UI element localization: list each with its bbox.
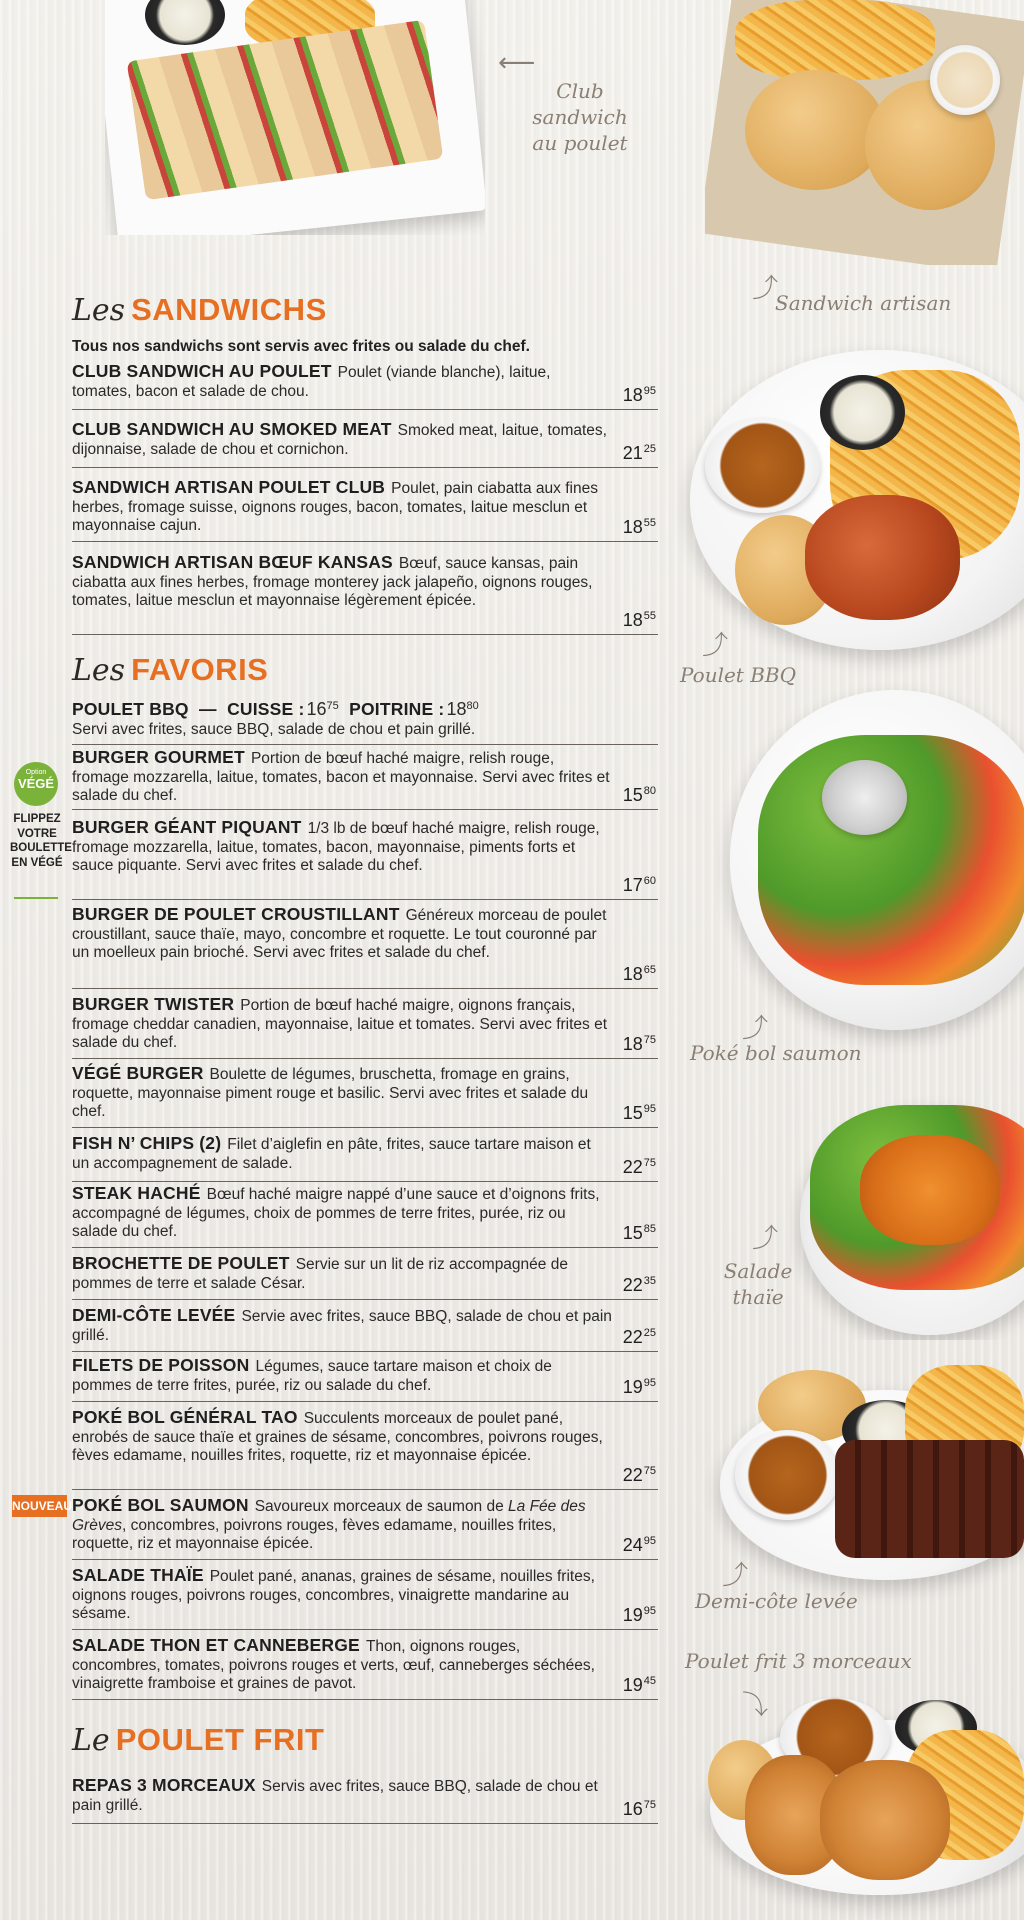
price: $19^{45}$ — [622, 1675, 656, 1695]
club-sandwich-photo — [105, 0, 485, 235]
menu-item-demi-cote-levee: DEMI-CÔTE LEVÉE Servie avec frites, sauce BBQ, salade de chou et pain grillé. $22^{25}$ — [72, 1306, 658, 1352]
price: $15^{80}$ — [622, 785, 656, 805]
price: $18^{55}$ — [622, 517, 656, 537]
section-heading: SANDWICHS — [131, 292, 327, 327]
menu-item-burger-twister: BURGER TWISTER Portion de bœuf haché maigre, oignons français, fromage cheddar canadien, mayonnaise, laitue et tomates. Servi avec frites et salade du chef. $18^{75}$ — [72, 995, 658, 1059]
sandwich-artisan-photo — [705, 0, 1024, 265]
menu-item-club-sandwich-poulet: CLUB SANDWICH AU POULET Poulet (viande blanche), laitue, tomates, bacon et salade de chou. $18^{95}$ — [72, 362, 658, 410]
arrow-icon: ⤴ — [752, 1224, 779, 1254]
price: $19^{95}$ — [622, 1377, 656, 1397]
price: $15^{85}$ — [622, 1223, 656, 1243]
section-subtitle: Tous nos sandwichs sont servis avec frites ou salade du chef. — [72, 338, 530, 355]
price: $18^{65}$ — [622, 964, 656, 984]
menu-item-poke-bol-saumon: POKÉ BOL SAUMON Savoureux morceaux de saumon de La Fée des Grèves, concombres, poivrons rouges, fèves edamame, nouilles frites, roquette, riz et mayonnaise épicée. $24^{95}$ — [72, 1496, 658, 1560]
arrow-icon: ⟵ — [498, 48, 536, 78]
menu-item-brochette-poulet: BROCHETTE DE POULET Servie sur un lit de riz accompagnée de pommes de terre et salade César. $22^{35}$ — [72, 1254, 658, 1300]
menu-item-sandwich-artisan-boeuf-kansas: SANDWICH ARTISAN BŒUF KANSAS Bœuf, sauce kansas, pain ciabatta aux fines herbes, fromage monterey jack jalapeño, oignons rouges, tomates, laitue mesclun et mayonnaise légèrement épicée. $18^{55}$ — [72, 553, 658, 635]
menu-item-vege-burger: VÉGÉ BURGER Boulette de légumes, bruschetta, fromage en grains, roquette, mayonnaise piment rouge et basilic. Servi avec frites et salade du chef. $15^{95}$ — [72, 1064, 658, 1128]
price: $15^{95}$ — [622, 1103, 656, 1123]
section-script: Le — [72, 1723, 110, 1758]
price: $22^{35}$ — [622, 1275, 656, 1295]
arrow-icon: ⤵ — [742, 1691, 769, 1721]
arrow-icon: ⤴ — [722, 1561, 749, 1591]
menu-item-sandwich-artisan-poulet-club: SANDWICH ARTISAN POULET CLUB Poulet, pain ciabatta aux fines herbes, fromage suisse, oignons rouges, bacon, tomates, laitue mesclun et mayonnaise cajun. $18^{55}$ — [72, 478, 658, 542]
vege-option-badge: Option VÉGÉ — [14, 762, 58, 806]
price: $18^{55}$ — [622, 610, 656, 630]
price: $22^{25}$ — [622, 1327, 656, 1347]
vege-flip-note: FLIPPEZ VOTRE BOULETTE EN VÉGÉ — [10, 813, 72, 869]
caption-club-sandwich: Club sandwich au poulet — [532, 79, 628, 155]
menu-item-repas-3-morceaux: REPAS 3 MORCEAUX Servis avec frites, sauce BBQ, salade de chou et pain grillé. $16^{75}$ — [72, 1776, 658, 1824]
menu-item-salade-thaie: SALADE THAÏE Poulet pané, ananas, graines de sésame, nouilles frites, oignons rouges, poivrons rouges, concombres, vinaigrette mandarine au sésame. $19^{95}$ — [72, 1566, 658, 1630]
section-heading: FAVORIS — [131, 652, 269, 687]
price: $22^{75}$ — [622, 1157, 656, 1177]
menu-item-club-sandwich-smoked-meat: CLUB SANDWICH AU SMOKED MEAT Smoked meat, laitue, tomates, dijonnaise, salade de chou et cornichon. $21^{25}$ — [72, 420, 658, 468]
price: $22^{75}$ — [622, 1465, 656, 1485]
menu-item-filets-poisson: FILETS DE POISSON Légumes, sauce tartare maison et choix de pommes de terre frites, purée, riz ou salade du chef. $19^{95}$ — [72, 1356, 658, 1402]
nouveau-badge: NOUVEAU — [12, 1495, 67, 1517]
section-title-poulet-frit — [72, 1722, 324, 1766]
menu-item-poke-bol-general-tao: POKÉ BOL GÉNÉRAL TAO Succulents morceaux de poulet pané, enrobés de sauce thaïe et graines de sésame, concombres, poivrons rouges, fèves edamame, nouilles frites, roquette, riz et mayonnaise épicée. $22^{75}$ — [72, 1408, 658, 1490]
price: $21^{25}$ — [622, 443, 656, 463]
section-title-favoris — [72, 652, 268, 696]
arrow-icon: ⤴ — [702, 631, 729, 661]
price: $18^{95}$ — [622, 385, 656, 405]
price: $16^{75}$ — [622, 1799, 656, 1819]
caption-poulet-frit: Poulet frit 3 morceaux — [685, 1649, 912, 1673]
section-script: Les — [72, 653, 126, 688]
caption-salade-thaie: Salade thaïe — [723, 1259, 793, 1309]
price: $24^{95}$ — [622, 1535, 656, 1555]
caption-demi-cote-levee: Demi-côte levée — [695, 1589, 858, 1613]
menu-item-poulet-bbq: POULET BBQ — CUISSE : $16^{75}$ POITRINE : $18^{80}$ Servi avec frites, sauce BBQ, salade de chou et pain grillé. — [72, 697, 658, 745]
menu-item-steak-hache: STEAK HACHÉ Bœuf haché maigre nappé d’une sauce et d’oignons frits, accompagné de légumes, choix de pommes de terre frites, purée, riz ou salade du chef. $15^{85}$ — [72, 1184, 658, 1248]
arrow-icon: ⤴ — [742, 1014, 769, 1044]
vege-divider — [14, 897, 58, 899]
caption-sandwich-artisan: Sandwich artisan — [775, 291, 952, 315]
section-title-sandwichs — [72, 292, 327, 336]
price: $17^{60}$ — [622, 875, 656, 895]
menu-item-burger-geant-piquant: BURGER GÉANT PIQUANT 1/3 lb de bœuf haché maigre, relish rouge, fromage mozzarella, laitue, tomates, bacon, mayonnaise, piments forts et sauce piquante. Servi avec frites et salade du chef. $17^{60}$ — [72, 818, 658, 900]
salade-thaie-photo — [790, 1065, 1024, 1340]
menu-item-fish-n-chips: FISH N’ CHIPS (2) Filet d’aiglefin en pâte, frites, sauce tartare maison et un accompagnement de salade. $22^{75}$ — [72, 1134, 658, 1182]
menu-item-salade-thon-canneberge: SALADE THON ET CANNEBERGE Thon, oignons rouges, concombres, tomates, poivrons rouges et verts, œuf, canneberges séchées, vinaigrette framboise et graines de pavot. $19^{45}$ — [72, 1636, 658, 1700]
caption-poulet-bbq: Poulet BBQ — [680, 663, 796, 687]
price: $19^{95}$ — [622, 1605, 656, 1625]
menu-item-burger-poulet-croustillant: BURGER DE POULET CROUSTILLANT Généreux morceau de poulet croustillant, sauce thaïe, mayo, concombre et roquette. Le tout couronné par un moelleux pain brioché. Servi avec frites et salade du chef. $18^{65}$ — [72, 905, 658, 989]
menu-item-burger-gourmet: BURGER GOURMET Portion de bœuf haché maigre, relish rouge, fromage mozzarella, laitue, tomates, bacon et mayonnaise. Servi avec frites et salade du chef. $15^{80}$ — [72, 748, 658, 810]
caption-poke-bol-saumon: Poké bol saumon — [690, 1041, 862, 1065]
price: $18^{75}$ — [622, 1034, 656, 1054]
section-script: Les — [72, 293, 126, 328]
arrow-icon: ⤴ — [752, 274, 779, 304]
section-heading: POULET FRIT — [115, 1722, 325, 1757]
